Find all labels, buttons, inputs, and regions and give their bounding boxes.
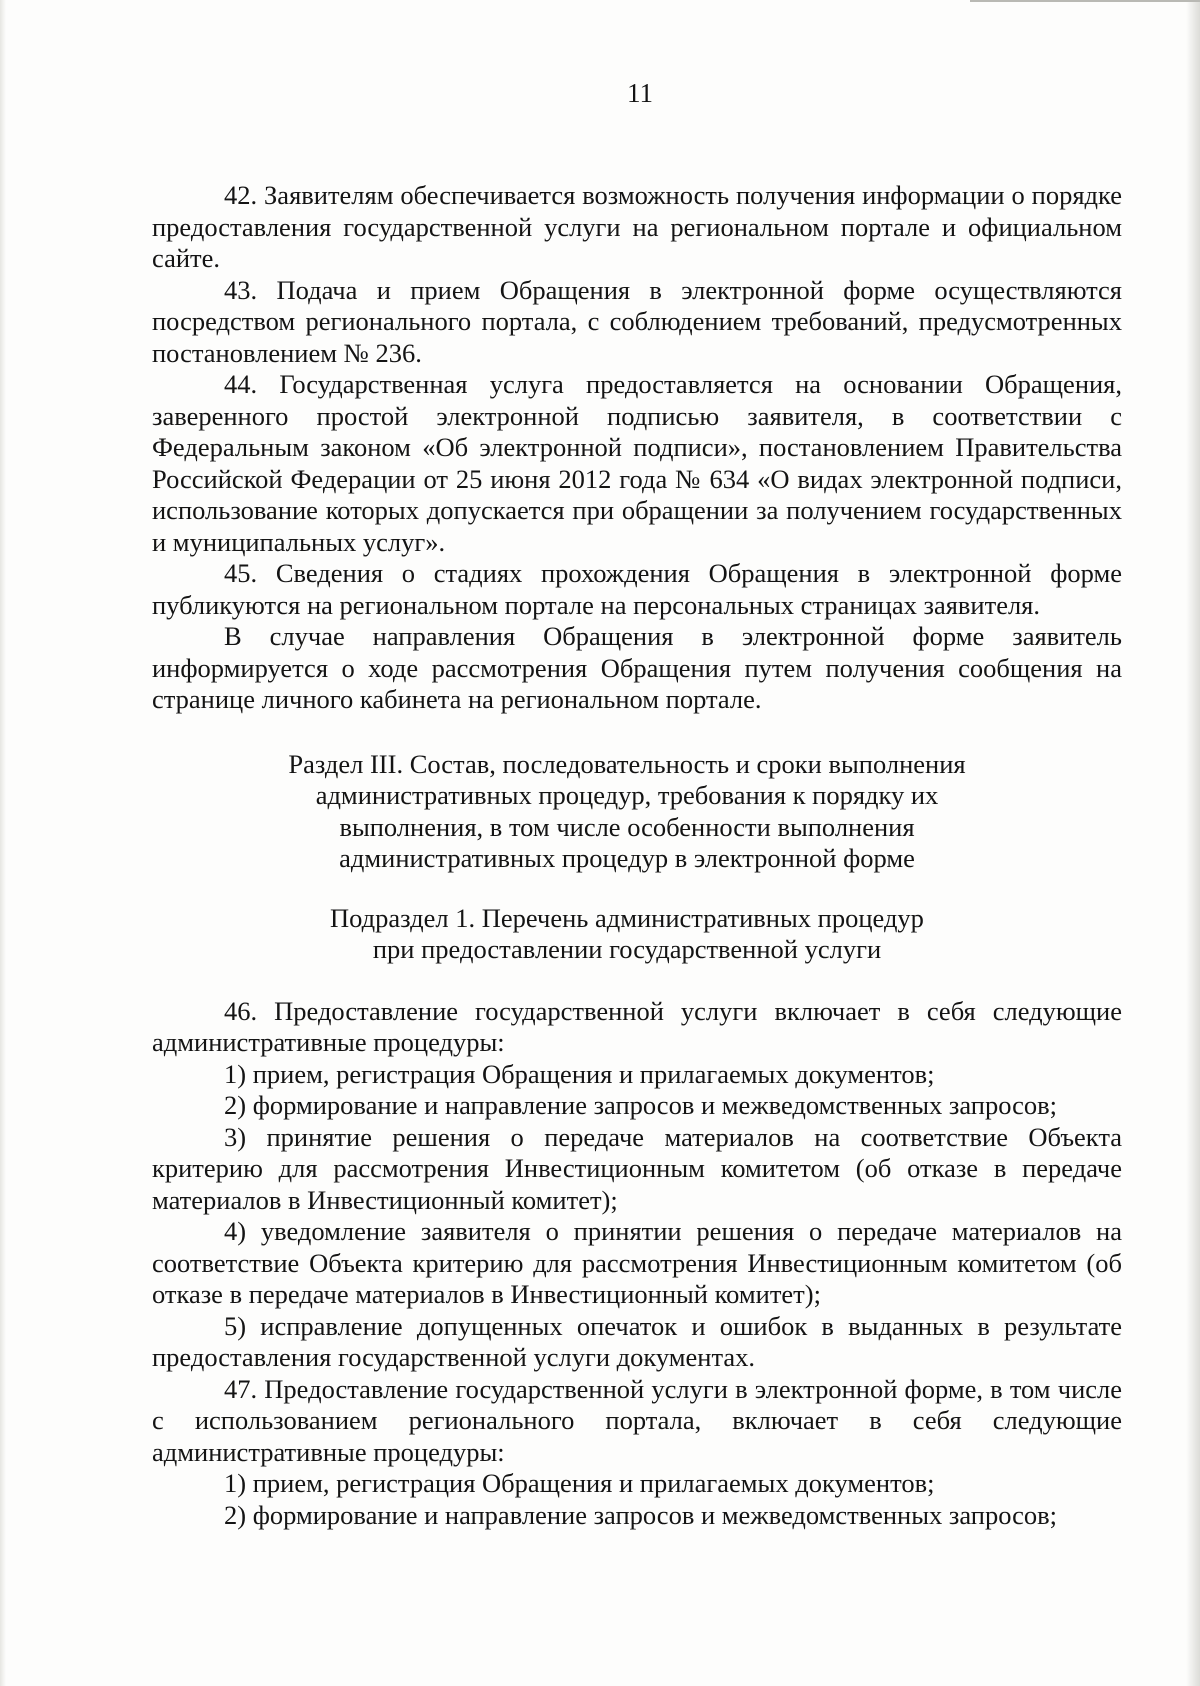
scan-left-edge xyxy=(0,0,6,1686)
list-item: 4) уведомление заявителя о принятии решения о передаче материалов на соответствие Объекта критерию для рассмотрения Инвестиционным комитетом (об отказе в передаче материалов в Инвестиционный комитет); xyxy=(152,1216,1122,1309)
section-heading xyxy=(152,749,1122,875)
page-number: 11 xyxy=(627,78,653,108)
list-item: 1) прием, регистрация Обращения и прилагаемых документов; xyxy=(224,1468,935,1498)
subsection-heading-line: Подраздел 1. Перечень административных процедур xyxy=(330,902,924,933)
list-item: 1) прием, регистрация Обращения и прилагаемых документов; xyxy=(224,1058,935,1089)
section-heading-line: выполнения, в том числе особенности выполнения xyxy=(339,811,915,842)
subsection-heading-line: при предоставлении государственной услуги xyxy=(372,934,882,964)
scan-right-edge xyxy=(1186,0,1200,1686)
subsection-heading xyxy=(152,903,1122,966)
list-item: 5) исправление допущенных опечаток и ошибок в выданных в результате предоставления государственной услуги документах. xyxy=(152,1310,1122,1372)
paragraph-43: 43. Подача и прием Обращения в электронной форме осуществляются посредством регионального портала, с соблюдением требований, предусмотренных постановлением № 236. xyxy=(152,274,1122,368)
list-item: 2) формирование и направление запросов и межведомственных запросов; xyxy=(224,1499,1057,1530)
paragraph-45: 45. Сведения о стадиях прохождения Обращения в электронной форме публикуются на региональном портале на персональных страницах заявителя. xyxy=(152,558,1122,620)
list-item: 2) формирование и направление запросов и межведомственных запросов; xyxy=(224,1090,1057,1120)
section-heading-line: административных процедур, требования к порядку их xyxy=(315,780,939,810)
paragraph-42: 42. Заявителям обеспечивается возможность получения информации о порядке предоставления государственной услуги на региональном портале и официальном сайте. xyxy=(152,180,1122,273)
section-heading-line: административных процедур в электронной форме xyxy=(339,843,915,873)
paragraph-47: 47. Предоставление государственной услуги в электронной форме, в том числе с использованием регионального портала, включает в себя следующие административные процедуры: xyxy=(152,1373,1122,1467)
document-body xyxy=(152,180,1122,1531)
paragraph-45-continuation: В случае направления Обращения в электронной форме заявитель информируется о ходе рассмотрения Обращения путем получения сообщения на странице личного кабинета на региональном портале. xyxy=(152,621,1122,714)
list-item: 3) принятие решения о передаче материалов на соответствие Объекта критерию для рассмотрения Инвестиционным комитетом (об отказе в передаче материалов в Инвестиционный комитет); xyxy=(152,1121,1122,1215)
paragraph-46: 46. Предоставление государственной услуги включает в себя следующие административные процедуры: xyxy=(152,995,1122,1057)
section-heading-line: Раздел III. Состав, последовательность и сроки выполнения xyxy=(288,748,966,779)
scan-top-rule xyxy=(970,0,1200,2)
paragraph-44: 44. Государственная услуга предоставляется на основании Обращения, заверенного простой электронной подписью заявителя, в соответствии с Федеральным законом «Об электронной подписи», постановлением Правительства Российской Федерации от 25 июня 2012 года № 634 «О видах электронной подписи, использование которых допускается при обращении за получением государственных и муниципальных услуг». xyxy=(152,369,1122,557)
